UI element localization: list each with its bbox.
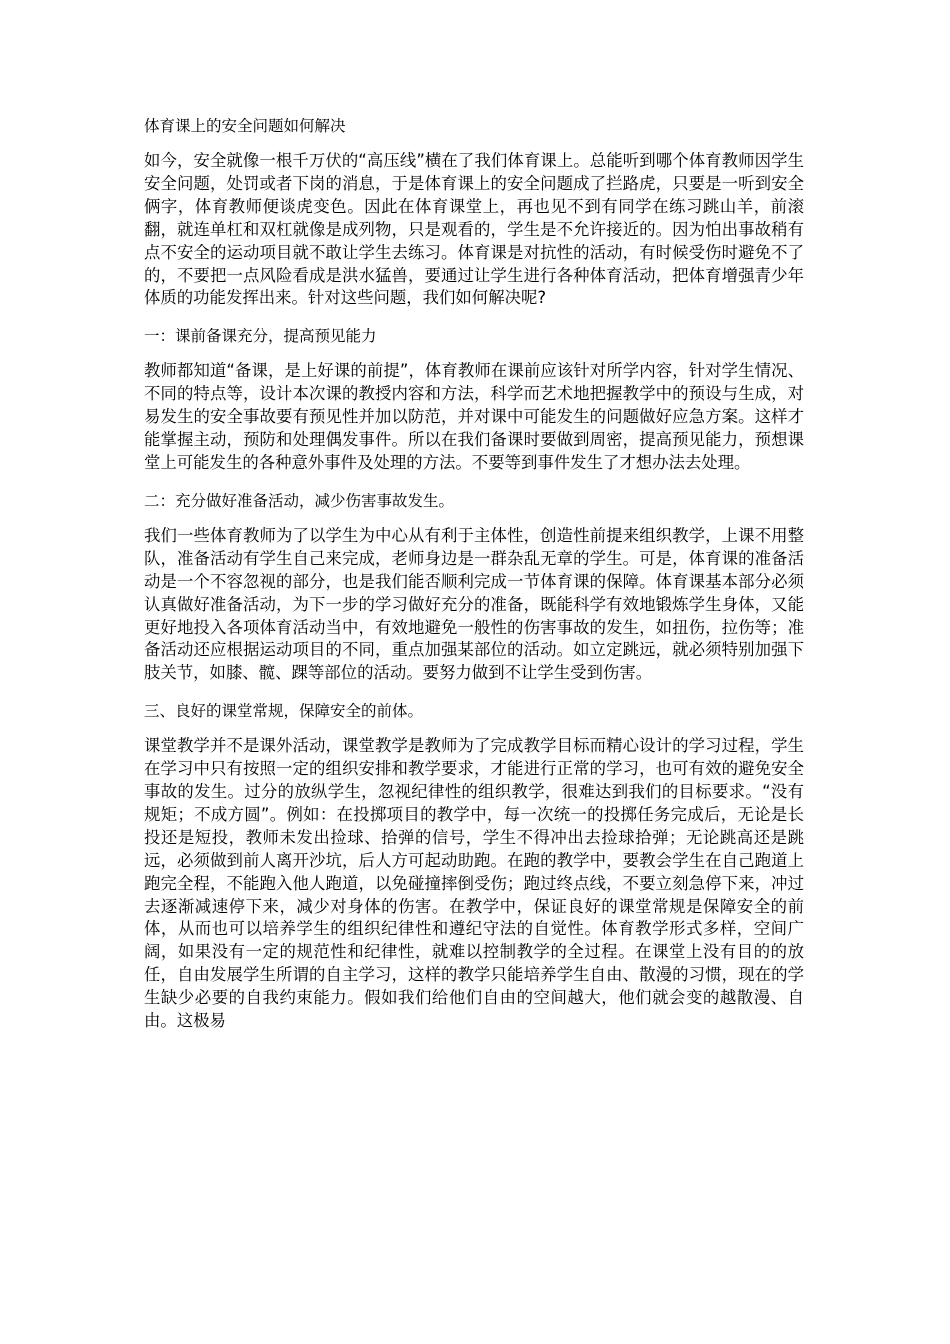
document-page [144,114,804,1047]
section-1-body: 教师都知道“备课，是上好课的前提”，体育教师在课前应该针对所学内容，针对学生情况、不同的特点等，设计本次课的教授内容和方法，科学而艺术地把握教学中的预设与生成，对易发生的安全事故要有预见性并加以防范，并对课中可能发生的问题做好应急方案。这样才能掌握主动，预防和处理偶发事件。所以在我们备课时要做到周密，提高预见能力，预想课堂上可能发生的各种意外事件及处理的方法。不要等到事件发生了才想办法去处理。 [144,361,804,472]
section-2-heading: 二：充分做好准备活动，减少伤害事故发生。 [144,491,455,510]
intro-paragraph: 如今，安全就像一根千万伏的“高压线”横在了我们体育课上。总能听到哪个体育教师因学生安全问题，处罚或者下岗的消息，于是体育课上的安全问题成了拦路虎，只要是一听到安全俩字，体育教师便谈虎变色。因此在体育课堂上，再也见不到有同学在练习跳山羊，前滚翻，就连单杠和双杠就像是成列物，只是观看的，学生是不允许接近的。因为怕出事故稍有点不安全的运动项目就不敢让学生去练习。体育课是对抗性的活动，有时候受伤时避免不了的，不要把一点风险看成是洪水猛兽，要通过让学生进行各种体育活动，把体育增强青少年体质的功能发挥出来。针对这些问题，我们如何解决呢? [144,151,804,308]
section-3-body: 课堂教学并不是课外活动，课堂教学是教师为了完成教学目标而精心设计的学习过程，学生在学习中只有按照一定的组织安排和教学要求，才能进行正常的学习，也可有效的避免安全事故的发生。过分的放纵学生，忽视纪律性的组织教学，很难达到我们的目标要求。“没有规矩；不成方圆”。例如：在投掷项目的教学中，每一次统一的投掷任务完成后，无论是长投还是短投，教师未发出捡球、拾弹的信号，学生不得冲出去捡球拾弹；无论跳高还是跳远，必须做到前人离开沙坑，后人方可起动助跑。在跑的教学中，要教会学生在自己跑道上跑完全程，不能跑入他人跑道，以免碰撞摔倒受伤；跑过终点线，不要立刻急停下来，冲过去逐渐减速停下来，减少对身体的伤害。在教学中，保证良好的课堂常规是保障安全的前体，从而也可以培养学生的组织纪律性和遵纪守法的自觉性。体育教学形式多样，空间广阔，如果没有一定的规范性和纪律性，就难以控制教学的全过程。在课堂上没有目的的放任，自由发展学生所谓的自主学习，这样的教学只能培养学生自由、散漫的习惯，现在的学生缺少必要的自我约束能力。假如我们给他们自由的空间越大，他们就会变的越散漫、自由。这极易 [144,736,804,1031]
document-title: 体育课上的安全问题如何解决 [144,117,346,135]
section-3-heading: 三、良好的课堂常规，保障安全的前体。 [144,702,424,721]
section-1-heading: 一：课前备课充分，提高预见能力 [144,327,377,346]
section-2-body: 我们一些体育教师为了以学生为中心从有利于主体性，创造性前提来组织教学，上课不用整队，准备活动有学生自己来完成，老师身边是一群杂乱无章的学生。可是，体育课的准备活动是一个不容忽视的部分，也是我们能否顺利完成一节体育课的保障。体育课基本部分必须认真做好准备活动，为下一步的学习做好充分的准备，既能科学有效地锻炼学生身体，又能更好地投入各项体育活动当中，有效地避免一般性的伤害事故的发生，如扭伤，拉伤等；准备活动还应根据运动项目的不同，重点加强某部位的活动。如立定跳远，就必须特别加强下肢关节，如膝、髋、踝等部位的活动。要努力做到不让学生受到伤害。 [144,525,804,683]
